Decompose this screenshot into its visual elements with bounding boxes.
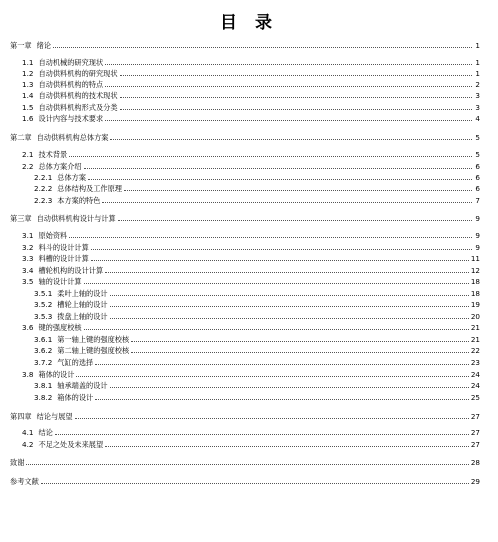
toc-entry-title: 总体方案 (57, 173, 87, 182)
toc-entry-number: 3.4 (22, 266, 34, 275)
toc-entry[interactable] (34, 196, 480, 205)
dot-leader (53, 47, 472, 48)
toc-entry[interactable] (22, 266, 480, 275)
toc-entry-page: 27 (470, 428, 480, 437)
dot-leader (84, 283, 469, 284)
toc-entry-title: 原始资料 (38, 231, 68, 240)
toc-entry[interactable] (10, 412, 480, 421)
toc-entry[interactable] (22, 162, 480, 171)
toc-entry[interactable] (22, 58, 480, 67)
toc-entry[interactable] (22, 69, 480, 78)
toc-entry-number: 第一章 (10, 41, 32, 50)
toc-entry-page: 3 (475, 91, 480, 100)
toc-entry[interactable] (34, 289, 480, 298)
toc-entry-number: 3.3 (22, 254, 34, 263)
toc-entry[interactable] (10, 214, 480, 223)
toc-entry-page: 2 (475, 80, 480, 89)
toc-entry-page: 9 (475, 214, 480, 223)
toc-entry-number: 3.1 (22, 231, 34, 240)
dot-leader (26, 464, 468, 465)
dot-leader (110, 306, 469, 307)
toc-entry[interactable] (22, 103, 480, 112)
toc-entry-page: 18 (470, 277, 480, 286)
toc-entry[interactable] (10, 133, 480, 142)
toc-entry-title: 致谢 (10, 458, 25, 467)
dot-leader (105, 120, 472, 121)
toc-entry-title: 料槽的设计计算 (38, 254, 89, 263)
toc-entry-page: 19 (470, 300, 480, 309)
toc-entry-title: 总体方案介绍 (38, 162, 82, 171)
toc-entry-number: 1.6 (22, 114, 34, 123)
toc-entry-title: 第二轴上键的强度校核 (57, 346, 130, 355)
toc-entry-number: 4.1 (22, 428, 34, 437)
dot-leader (105, 64, 472, 65)
toc-entry-title: 槽轮机构的设计计算 (38, 266, 104, 275)
toc-entry-title: 自动供料机构设计与计算 (36, 214, 116, 223)
toc-entry-title: 总体结构及工作原理 (57, 184, 122, 193)
toc-entry[interactable] (22, 370, 480, 379)
toc-entry-page: 5 (475, 150, 480, 159)
toc-entry[interactable] (22, 323, 480, 332)
dot-leader (75, 418, 469, 419)
toc-entry[interactable] (22, 91, 480, 100)
toc-entry-page: 21 (470, 335, 480, 344)
dot-leader (120, 97, 472, 98)
toc-entry-number: 4.2 (22, 440, 34, 449)
toc-entry[interactable] (10, 477, 480, 486)
toc-entry-title: 轴承端盖的设计 (57, 381, 108, 390)
toc-entry-number: 2.2.1 (34, 173, 53, 182)
dot-leader (105, 446, 469, 447)
dot-leader (69, 156, 472, 157)
toc-entry-number: 2.2.3 (34, 196, 53, 205)
dot-leader (131, 352, 469, 353)
toc-entry-page: 4 (475, 114, 480, 123)
toc-entry-number: 2.2.2 (34, 184, 53, 193)
toc-entry-page: 18 (470, 289, 480, 298)
toc-entry-title: 不足之处及未来展望 (38, 440, 104, 449)
dot-leader (120, 75, 472, 76)
toc-entry-number: 2.2 (22, 162, 34, 171)
toc-entry-number: 3.2 (22, 243, 34, 252)
toc-entry-title: 槽轮上轴的设计 (57, 300, 108, 309)
toc-entry-number: 1.1 (22, 58, 34, 67)
toc-entry-number: 3.7.2 (34, 358, 53, 367)
toc-entry-number: 第三章 (10, 214, 32, 223)
dot-leader (69, 237, 472, 238)
toc-entry-title: 自动供料机构的特点 (38, 80, 104, 89)
toc-entry[interactable] (34, 381, 480, 390)
toc-entry-page: 21 (470, 323, 480, 332)
toc-entry[interactable] (22, 231, 480, 240)
dot-leader (110, 139, 472, 140)
toc-entry[interactable] (22, 80, 480, 89)
toc-entry-number: 1.3 (22, 80, 34, 89)
toc-entry-page: 5 (475, 133, 480, 142)
toc-entry-number: 3.6 (22, 323, 34, 332)
toc-entry-page: 11 (470, 254, 480, 263)
toc-entry-page: 7 (475, 196, 480, 205)
toc-entry-page: 9 (475, 231, 480, 240)
toc-entry-number: 3.5 (22, 277, 34, 286)
page-title: 目 录 (220, 13, 278, 33)
toc-entry-page: 23 (470, 358, 480, 367)
toc-entry-title: 技术背景 (38, 150, 68, 159)
toc-entry-title: 本方案的特色 (57, 196, 101, 205)
toc-entry-title: 绪论 (36, 41, 51, 50)
toc-entry-number: 2.1 (22, 150, 34, 159)
dot-leader (118, 220, 472, 221)
toc-entry[interactable] (34, 346, 480, 355)
toc-entry-number: 3.8 (22, 370, 34, 379)
toc-entry-page: 29 (470, 477, 480, 486)
toc-entry-page: 1 (475, 58, 480, 67)
toc-entry[interactable] (34, 184, 480, 193)
dot-leader (95, 399, 469, 400)
toc-entry[interactable] (34, 312, 480, 321)
toc-entry[interactable] (34, 300, 480, 309)
dot-leader (76, 376, 468, 377)
dot-leader (88, 179, 472, 180)
toc-entry[interactable] (22, 254, 480, 263)
dot-leader (110, 387, 469, 388)
toc-entry-title: 料斗的设计计算 (38, 243, 89, 252)
toc-entry[interactable] (22, 150, 480, 159)
toc-entry-number: 第二章 (10, 133, 32, 142)
dot-leader (95, 364, 469, 365)
toc-entry-page: 28 (470, 458, 480, 467)
toc-entry[interactable] (22, 440, 480, 449)
toc-entry-title: 自动机械的研究现状 (38, 58, 104, 67)
toc-entry-title: 拨盘上轴的设计 (57, 312, 108, 321)
toc-entry-page: 6 (475, 184, 480, 193)
toc-entry-title: 自动供料机构的技术现状 (38, 91, 118, 100)
toc-entry[interactable] (22, 428, 480, 437)
dot-leader (110, 295, 469, 296)
dot-leader (91, 249, 472, 250)
dot-leader (131, 341, 469, 342)
toc-entry-title: 第一轴上键的强度校核 (57, 335, 130, 344)
toc-entry-title: 参考文献 (10, 477, 39, 486)
dot-leader (105, 272, 469, 273)
toc-entry-number: 1.5 (22, 103, 34, 112)
toc-entry-page: 6 (475, 173, 480, 182)
toc-entry-page: 6 (475, 162, 480, 171)
toc-entry-number: 3.5.1 (34, 289, 53, 298)
toc-entry-title: 柔叶上轴的设计 (57, 289, 108, 298)
dot-leader (124, 190, 472, 191)
dot-leader (110, 318, 469, 319)
toc-entry[interactable] (34, 393, 480, 402)
dot-leader (105, 86, 472, 87)
toc-entry-page: 20 (470, 312, 480, 321)
toc-entry[interactable] (34, 335, 480, 344)
toc-entry-page: 27 (470, 440, 480, 449)
toc-entry-page: 1 (475, 69, 480, 78)
toc-entry-title: 自动供料机构的研究现状 (38, 69, 118, 78)
toc-entry-title: 结论与展望 (36, 412, 73, 421)
toc-entry[interactable] (22, 243, 480, 252)
toc-entry[interactable] (22, 277, 480, 286)
toc-entry-page: 22 (470, 346, 480, 355)
toc-entry-title: 设计内容与技术要求 (38, 114, 104, 123)
toc-entry-page: 24 (470, 370, 480, 379)
toc-entry-title: 结论 (38, 428, 53, 437)
dot-leader (41, 483, 469, 484)
toc-entry-page: 1 (475, 41, 480, 50)
toc-entry-number: 3.8.1 (34, 381, 53, 390)
dot-leader (91, 260, 469, 261)
toc-entry-number: 3.8.2 (34, 393, 53, 402)
toc-entry-page: 25 (470, 393, 480, 402)
toc-entry-page: 12 (470, 266, 480, 275)
toc-entry-title: 键的强度校核 (38, 323, 82, 332)
toc-entry[interactable] (34, 358, 480, 367)
toc-entry-page: 27 (470, 412, 480, 421)
toc-entry-number: 3.5.2 (34, 300, 53, 309)
toc-entry-number: 1.4 (22, 91, 34, 100)
toc-entry[interactable] (22, 114, 480, 123)
toc-entry-page: 24 (470, 381, 480, 390)
toc-entry-title: 自动供料机构形式及分类 (38, 103, 118, 112)
toc-entry-title: 气缸的选择 (57, 358, 94, 367)
toc-entry-title: 轴的设计计算 (38, 277, 82, 286)
toc-entry-title: 箱体的设计 (38, 370, 75, 379)
dot-leader (120, 109, 472, 110)
toc-entry[interactable] (10, 458, 480, 467)
toc-entry-title: 自动供料机构总体方案 (36, 133, 109, 142)
toc-entry-number: 第四章 (10, 412, 32, 421)
toc-entry-number: 1.2 (22, 69, 34, 78)
dot-leader (84, 168, 472, 169)
toc-entry-number: 3.5.3 (34, 312, 53, 321)
dot-leader (55, 434, 469, 435)
dot-leader (102, 202, 472, 203)
toc-entry-number: 3.6.2 (34, 346, 53, 355)
toc-entry[interactable] (34, 173, 480, 182)
toc-entry-number: 3.6.1 (34, 335, 53, 344)
toc-entry-page: 3 (475, 103, 480, 112)
dot-leader (84, 329, 469, 330)
toc-entry[interactable] (10, 41, 480, 50)
toc-entry-page: 9 (475, 243, 480, 252)
toc-entry-title: 箱体的设计 (57, 393, 94, 402)
